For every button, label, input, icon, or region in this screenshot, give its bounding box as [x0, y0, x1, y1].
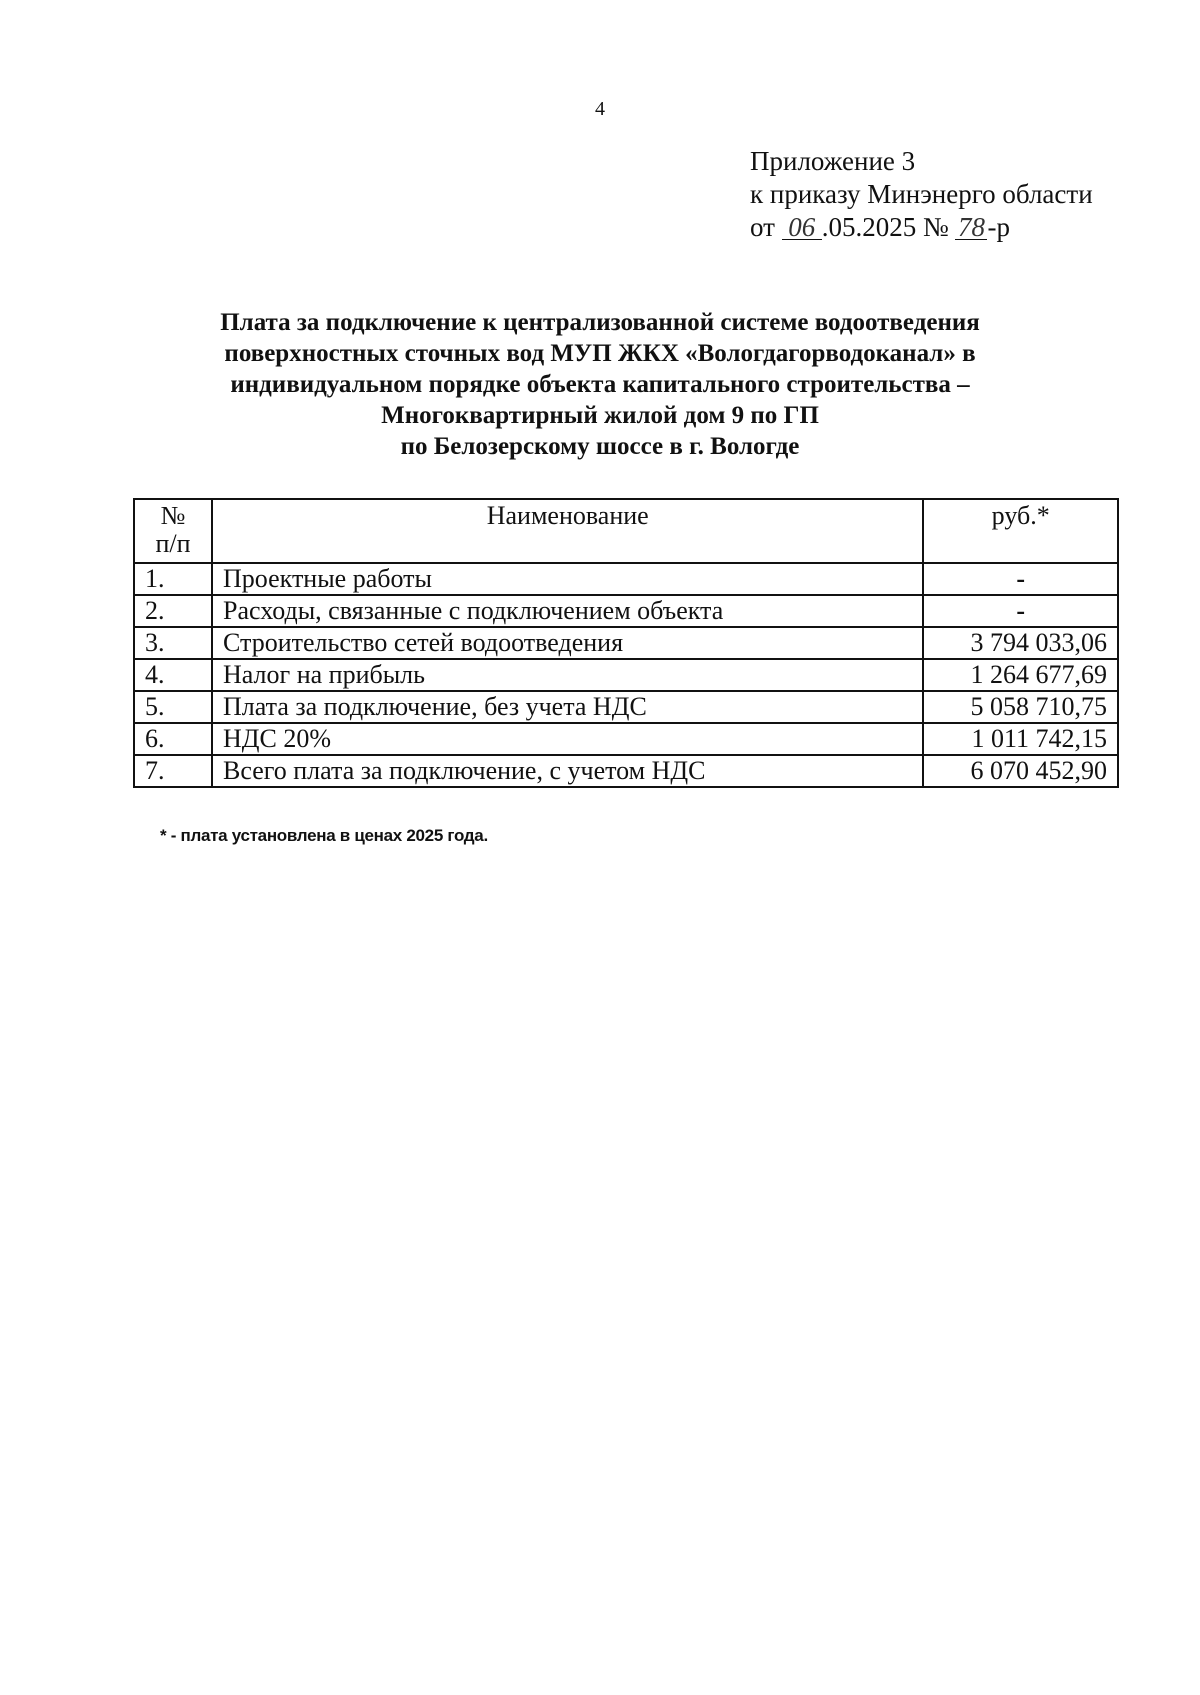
- row-name: Строительство сетей водоотведения: [212, 627, 923, 659]
- row-name: Налог на прибыль: [212, 659, 923, 691]
- header-number-abbr: п/п: [155, 529, 191, 558]
- row-name: Всего плата за подключение, с учетом НДС: [212, 755, 923, 787]
- header-name: Наименование: [212, 499, 923, 563]
- row-sum: -: [923, 563, 1118, 595]
- title-line: Плата за подключение к централизованной системе водоотведения: [220, 309, 980, 336]
- row-sum: 5 058 710,75: [923, 691, 1118, 723]
- row-number: 5.: [134, 691, 212, 723]
- header-sum: руб.*: [923, 499, 1118, 563]
- row-sum: 1 264 677,69: [923, 659, 1118, 691]
- header-number: [134, 499, 212, 563]
- title-line: поверхностных сточных вод МУП ЖКХ «Вологдагорводоканал» в: [224, 340, 976, 367]
- row-name: Плата за подключение, без учета НДС: [212, 691, 923, 723]
- row-number: 2.: [134, 595, 212, 627]
- appendix-title: Приложение 3: [750, 146, 916, 176]
- row-sum: -: [923, 595, 1118, 627]
- connection-fee-table: [133, 498, 1119, 788]
- table-row: [134, 755, 1118, 787]
- row-number: 4.: [134, 659, 212, 691]
- row-number: 1.: [134, 563, 212, 595]
- handwritten-order-number: 78: [955, 215, 987, 240]
- date-prefix: от: [750, 212, 775, 242]
- order-suffix: -р: [987, 212, 1010, 242]
- row-number: 3.: [134, 627, 212, 659]
- title-line: Многоквартирный жилой дом 9 по ГП: [381, 402, 819, 429]
- header-number-symbol: №: [160, 501, 186, 530]
- appendix-block: [750, 145, 1093, 244]
- footnote: * - плата установлена в ценах 2025 года.: [160, 826, 488, 845]
- row-number: 7.: [134, 755, 212, 787]
- row-name: НДС 20%: [212, 723, 923, 755]
- table-row: [134, 563, 1118, 595]
- table-row: [134, 659, 1118, 691]
- appendix-order-reference: к приказу Минэнерго области: [750, 179, 1093, 209]
- table-row: [134, 595, 1118, 627]
- document-title: [150, 307, 1050, 462]
- table-row: [134, 627, 1118, 659]
- date-rest: .05.2025 №: [821, 212, 949, 242]
- row-number: 6.: [134, 723, 212, 755]
- title-line: индивидуальном порядке объекта капитального строительства –: [230, 371, 970, 398]
- page-number: 4: [595, 98, 605, 120]
- row-name: Расходы, связанные с подключением объекта: [212, 595, 923, 627]
- row-sum: 3 794 033,06: [923, 627, 1118, 659]
- table-row: [134, 691, 1118, 723]
- title-line: по Белозерскому шоссе в г. Вологде: [400, 433, 800, 460]
- row-name: Проектные работы: [212, 563, 923, 595]
- table-row: [134, 723, 1118, 755]
- appendix-date-line: [750, 211, 1093, 244]
- row-sum: 1 011 742,15: [923, 723, 1118, 755]
- row-sum: 6 070 452,90: [923, 755, 1118, 787]
- table-header-row: [134, 499, 1118, 563]
- handwritten-day: 06: [782, 215, 822, 240]
